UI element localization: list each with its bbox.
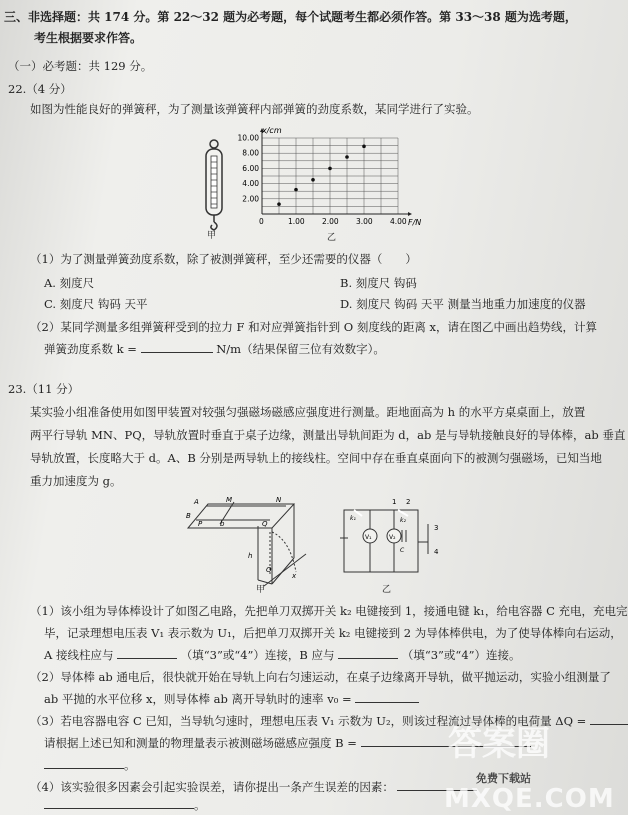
q23-s1-line3 — [44, 648, 521, 663]
q22-sub2-line1: （2）某同学测量多组弹簧秤受到的拉力 F 和对应弹簧指针到 O 刻度线的距离 x，请在图乙中画出趋势线，计算 — [30, 320, 597, 334]
q23-s2-line1: （2）导体棒 ab 通电后，很快就开始在导轨上向右匀速运动，在桌子边缘离开导轨，做平抛运动，实验小组测量了 — [30, 670, 611, 684]
apparatus-label-b: B — [186, 512, 191, 520]
q23-s2-text: ab 平抛的水平位移 x，则导体棒 ab 离开导轨时的速率 v₀ = — [44, 692, 352, 706]
q23-figure-label-right: 乙 — [382, 585, 392, 595]
watermark-small-text: 免费下载站 — [476, 772, 531, 785]
q23-s3-line3 — [44, 758, 136, 773]
q22-number: 22.（4 分） — [8, 82, 72, 96]
apparatus-label-n: N — [276, 496, 282, 504]
chart-data-point — [362, 145, 366, 149]
q23-s4-line2 — [44, 798, 206, 813]
apparatus-label-rod-b: b — [220, 520, 225, 528]
q23-paragraph-line3: 导轨放置，长度略大于 d。A、B 分别是两导轨上的接线柱。空间中存在垂直桌面向下的被测匀强磁场，已知当地 — [30, 451, 602, 465]
apparatus-label-o: O — [266, 566, 272, 574]
chart-data-point — [311, 178, 315, 182]
q23-paragraph-line4: 重力加速度为 g。 — [30, 474, 122, 488]
q22-sub2-prefix: 弹簧劲度系数 k = — [44, 342, 137, 356]
circuit-label-v1: V₁ — [365, 534, 372, 541]
q23-s4-end: 。 — [194, 798, 206, 812]
chart-y-tick-label: 10.00 — [237, 133, 259, 143]
q22-k-answer-blank[interactable] — [141, 352, 213, 353]
apparatus-label-x: x — [292, 572, 297, 580]
circuit-label-3: 3 — [434, 524, 439, 532]
q23-s1-b-text: （填“3”或“4”）连接，B 应与 — [180, 648, 335, 662]
chart-x-tick-label: 2.00 — [322, 217, 339, 226]
circuit-label-2: 2 — [406, 498, 411, 506]
chart-points — [277, 145, 366, 206]
q23-s1-c-text: （填“3”或“4”）连接。 — [401, 648, 521, 662]
chart-ticks — [238, 134, 407, 227]
circuit-label-k1: k₁ — [350, 515, 356, 522]
watermark-site-text: MXQE.COM — [444, 784, 615, 814]
q23-b-answer-blank-cont[interactable] — [44, 768, 124, 769]
q22-option-c: C. 刻度尺 钩码 天平 — [44, 297, 148, 311]
q23-s1-a-text: A 接线柱应与 — [44, 648, 114, 662]
section-header-line1: 三、非选择题：共 174 分。第 22～32 题为必考题，每个试题考生都必须作答。第 33～38 题为选考题， — [4, 10, 577, 24]
circuit-label-v2: V₂ — [389, 534, 396, 541]
q22-sub2-line2 — [44, 342, 385, 357]
q23-number: 23.（11 分） — [8, 382, 80, 396]
chart-x-tick-label: 3.00 — [356, 217, 373, 226]
q23-paragraph-line2: 两平行导轨 MN、PQ，导轨放置时垂直于桌子边缘，测量出导轨间距为 d，ab 是与导轨接触良好的导体棒，ab 垂直 — [30, 428, 626, 442]
q23-s1-line1: （1）该小组为导体棒设计了如图乙电路，先把单刀双掷开关 k₂ 电键接到 1，接通电键 k₁，给电容器 C 充电，充电完 — [30, 604, 628, 618]
chart-x-axis-label: F/N — [408, 218, 422, 227]
q23-paragraph-line1: 某实验小组准备使用如图甲装置对较强匀强磁场磁感应强度进行测量。距地面高为 h 的水平方桌桌面上，放置 — [30, 405, 586, 419]
q23-s1-line2: 毕，记录理想电压表 V₁ 表示数为 U₁，后把单刀双掷开关 k₂ 电键接到 2 为导体棒供电，为了使导体棒向右运动， — [44, 626, 622, 640]
q23-s3-text: （3）若电容器电容 C 已知，当导轨匀速时，理想电压表 V₁ 示数为 U₂，则该过程流过导体棒的电荷量 ΔQ = — [30, 714, 587, 728]
q23-apparatus-figure — [186, 492, 308, 592]
q23-s1-b-blank[interactable] — [338, 658, 398, 659]
chart-axes — [260, 128, 412, 216]
section-header-line2: 考生根据要求作答。 — [34, 31, 143, 45]
q23-v0-answer-blank[interactable] — [355, 702, 419, 703]
q22-sub1: （1）为了测量弹簧劲度系数，除了被测弹簧秤，至少还需要的仪器（ ） — [30, 252, 417, 266]
circuit-label-4: 4 — [434, 548, 439, 556]
chart-y-tick-label: 4.00 — [242, 179, 259, 189]
q23-s4-text: （4）该实验很多因素会引起实验误差，请你提出一条产生误差的因素： — [30, 780, 394, 794]
q23-s4-line1 — [30, 780, 477, 795]
chart-x-tick-label: 1.00 — [288, 217, 305, 226]
q23-s3-b-text: 请根据上述已知和测量的物理量表示被测磁场磁感应强度 B = — [44, 736, 357, 750]
chart-data-point — [277, 202, 281, 206]
q22-option-a: A. 刻度尺 — [44, 276, 95, 290]
chart-grid — [262, 138, 398, 214]
chart-data-point — [294, 188, 298, 192]
apparatus-label-p: P — [198, 520, 203, 528]
chart-y-tick-label: 2.00 — [242, 194, 259, 204]
apparatus-label-q: Q — [262, 520, 268, 528]
q23-s3-end: 。 — [124, 758, 136, 772]
circuit-label-1: 1 — [392, 498, 397, 506]
chart-data-point — [328, 167, 332, 171]
q23-dq-answer-blank[interactable] — [590, 724, 628, 725]
watermark-big-text: 答案圈 — [448, 724, 550, 764]
chart-x-tick-label: 4.00 — [390, 217, 407, 226]
q23-s2-line2 — [44, 692, 419, 707]
apparatus-label-h: h — [248, 552, 253, 560]
chart-y-tick-label: 8.00 — [242, 148, 259, 158]
circuit-label-c: C — [400, 547, 405, 554]
apparatus-label-m: M — [226, 496, 233, 504]
q22-option-b: B. 刻度尺 钩码 — [340, 276, 417, 290]
q22-figure-label-left: 甲 — [207, 231, 217, 241]
circuit-label-k2: k₂ — [400, 517, 406, 524]
chart-data-point — [345, 155, 349, 159]
q22-intro: 如图为性能良好的弹簧秤，为了测量该弹簧秤内部弹簧的劲度系数，某同学进行了实验。 — [30, 102, 479, 116]
q23-circuit-figure — [336, 494, 446, 580]
q22-option-d: D. 刻度尺 钩码 天平 测量当地重力加速度的仪器 — [340, 297, 586, 311]
required-header: （一）必考题：共 129 分。 — [8, 59, 153, 73]
q23-figure-label-left: 甲 — [256, 585, 266, 595]
q23-s1-a-blank[interactable] — [117, 658, 177, 659]
chart-x-arrow — [408, 212, 412, 216]
chart-y-axis-label: x/cm — [262, 126, 282, 135]
q23-s4-answer-blank-cont[interactable] — [44, 808, 194, 809]
chart-y-tick-label: 6.00 — [242, 163, 259, 173]
q22-chart — [236, 124, 432, 240]
q22-figure-label-right: 乙 — [327, 233, 337, 243]
q22-sub2-suffix: N/m（结果保留三位有效数字）。 — [216, 342, 385, 356]
chart-x-tick-label: 0 — [259, 217, 264, 226]
spring-scale-figure — [196, 138, 236, 238]
apparatus-label-a: A — [194, 498, 199, 506]
